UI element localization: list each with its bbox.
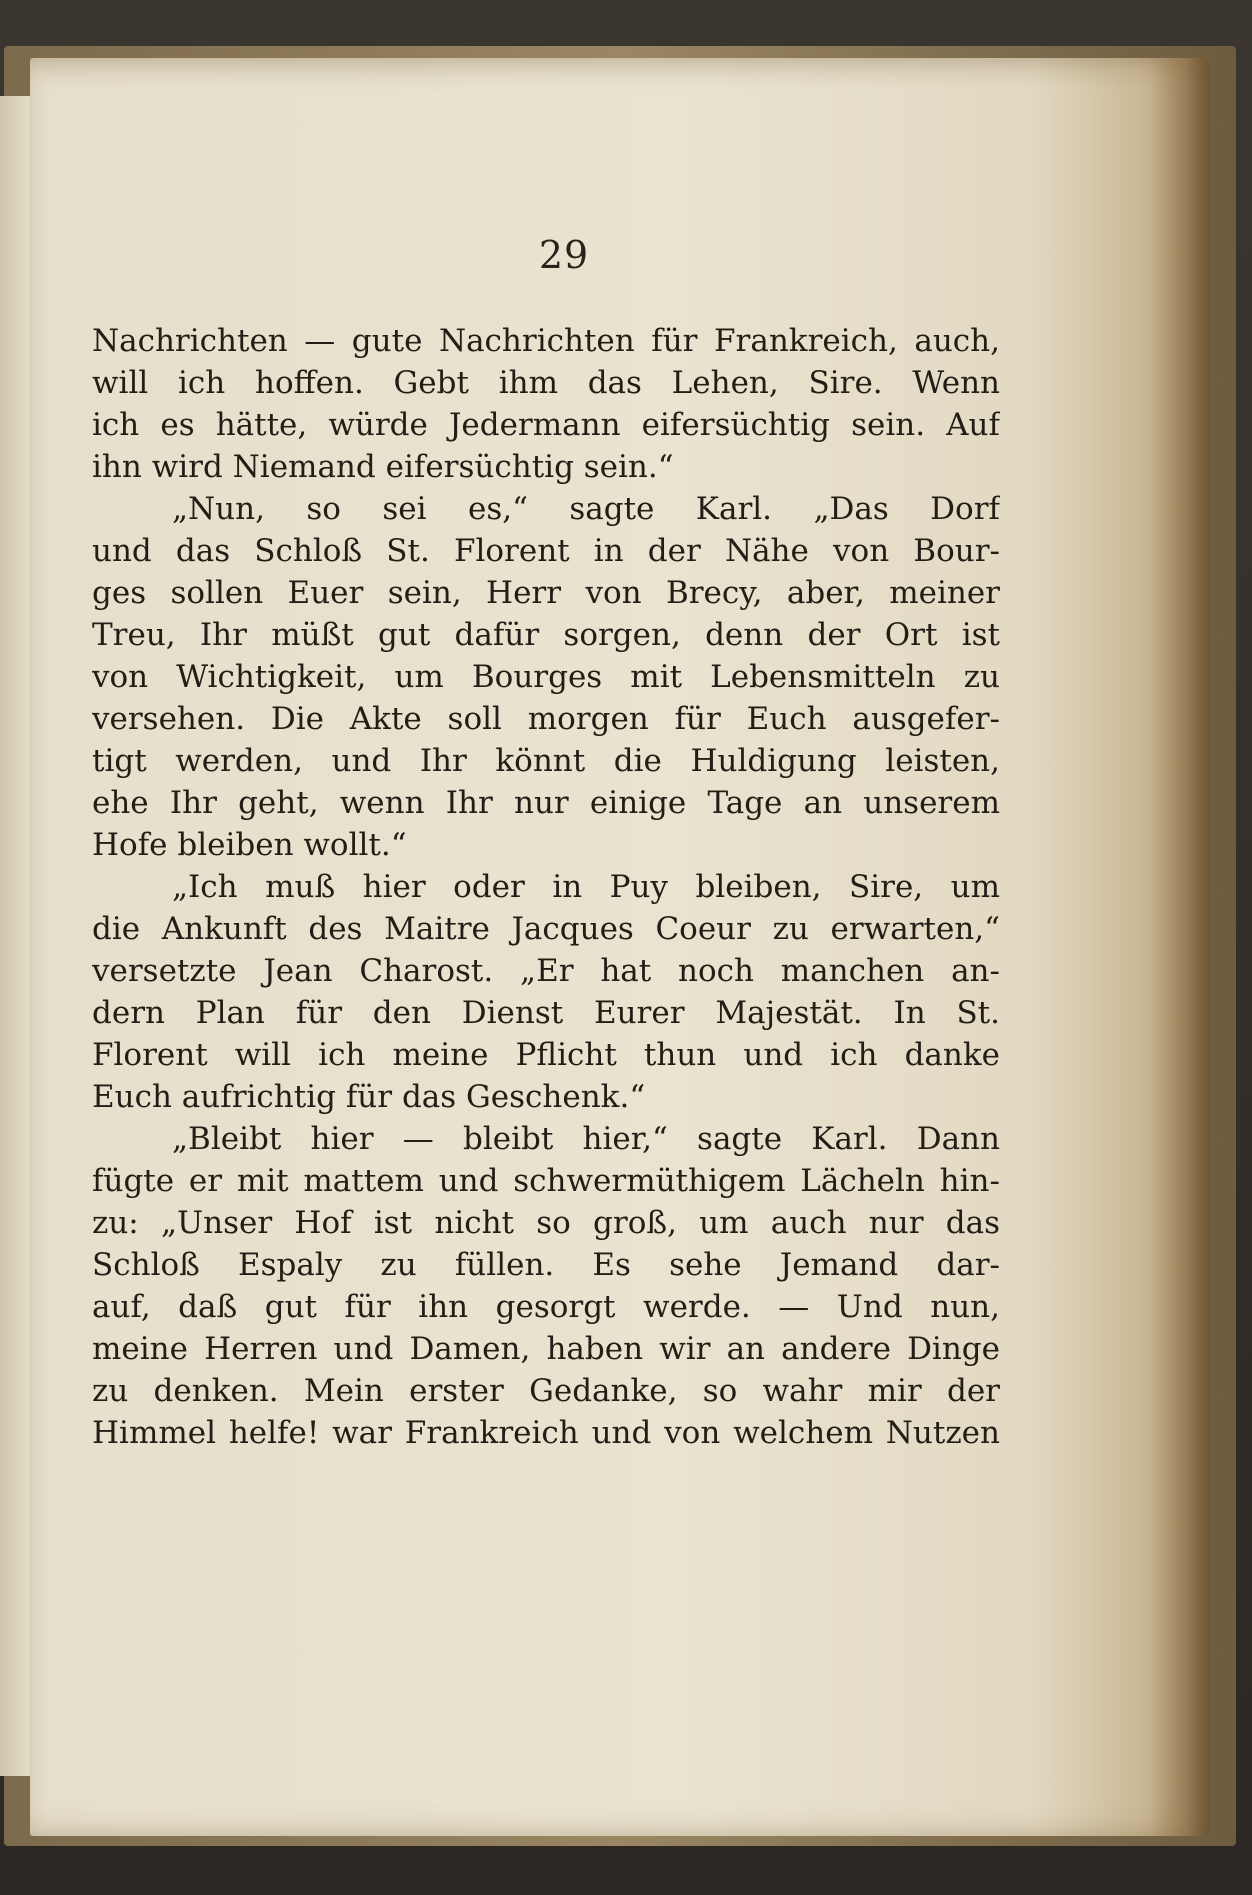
text-line: Hofe bleiben wollt.“ (92, 827, 407, 863)
page-stain-edge (1150, 58, 1210, 1836)
text-line: fügte er mit mattem und schwermüthigem Lächeln hin- (92, 1163, 1000, 1199)
body-text (92, 320, 1000, 1454)
text-line: versetzte Jean Charost. „Er hat noch manchen an- (92, 953, 1000, 989)
text-line: „Bleibt hier — bleibt hier,“ sagte Karl. Dann (172, 1121, 1000, 1157)
text-line: „Ich muß hier oder in Puy bleiben, Sire, um (172, 869, 1000, 905)
text-line: ich es hätte, würde Jedermann eifersüchtig sein. Auf (92, 407, 1000, 443)
text-line: und das Schloß St. Florent in der Nähe von Bour- (92, 533, 1000, 569)
text-line: von Wichtigkeit, um Bourges mit Lebensmitteln zu (92, 659, 1000, 695)
text-line: Florent will ich meine Pflicht thun und ich danke (92, 1037, 1000, 1073)
text-line: Euch aufrichtig für das Geschenk.“ (92, 1079, 646, 1115)
text-line: zu: „Unser Hof ist nicht so groß, um auch nur das (92, 1205, 1000, 1241)
book-page (30, 58, 1210, 1836)
text-line: Nachrichten — gute Nachrichten für Frankreich, auch, (92, 323, 1000, 359)
text-line: zu denken. Mein erster Gedanke, so wahr mir der (92, 1373, 1000, 1409)
text-line: „Nun, so sei es,“ sagte Karl. „Das Dorf (172, 491, 1000, 527)
text-line: meine Herren und Damen, haben wir an andere Dinge (92, 1331, 1000, 1367)
text-line: Himmel helfe! war Frankreich und von welchem Nutzen (92, 1415, 1000, 1451)
text-line: tigt werden, und Ihr könnt die Huldigung leisten, (92, 743, 1000, 779)
text-line: Schloß Espaly zu füllen. Es sehe Jemand dar- (92, 1247, 1000, 1283)
text-line: ihn wird Niemand eifersüchtig sein.“ (92, 449, 674, 485)
text-line: auf, daß gut für ihn gesorgt werde. — Und nun, (92, 1289, 1000, 1325)
text-line: die Ankunft des Maitre Jacques Coeur zu erwarten,“ (92, 911, 1000, 947)
text-line: dern Plan für den Dienst Eurer Majestät. In St. (92, 995, 1000, 1031)
text-line: versehen. Die Akte soll morgen für Euch ausgefer- (92, 701, 1000, 737)
text-line: ehe Ihr geht, wenn Ihr nur einige Tage an unserem (92, 785, 1000, 821)
text-line: will ich hoffen. Gebt ihm das Lehen, Sire. Wenn (92, 365, 1000, 401)
text-line: Treu, Ihr müßt gut dafür sorgen, denn der Ort ist (92, 617, 1000, 653)
page-number: 29 (538, 233, 590, 277)
text-line: ges sollen Euer sein, Herr von Brecy, aber, meiner (92, 575, 1000, 611)
